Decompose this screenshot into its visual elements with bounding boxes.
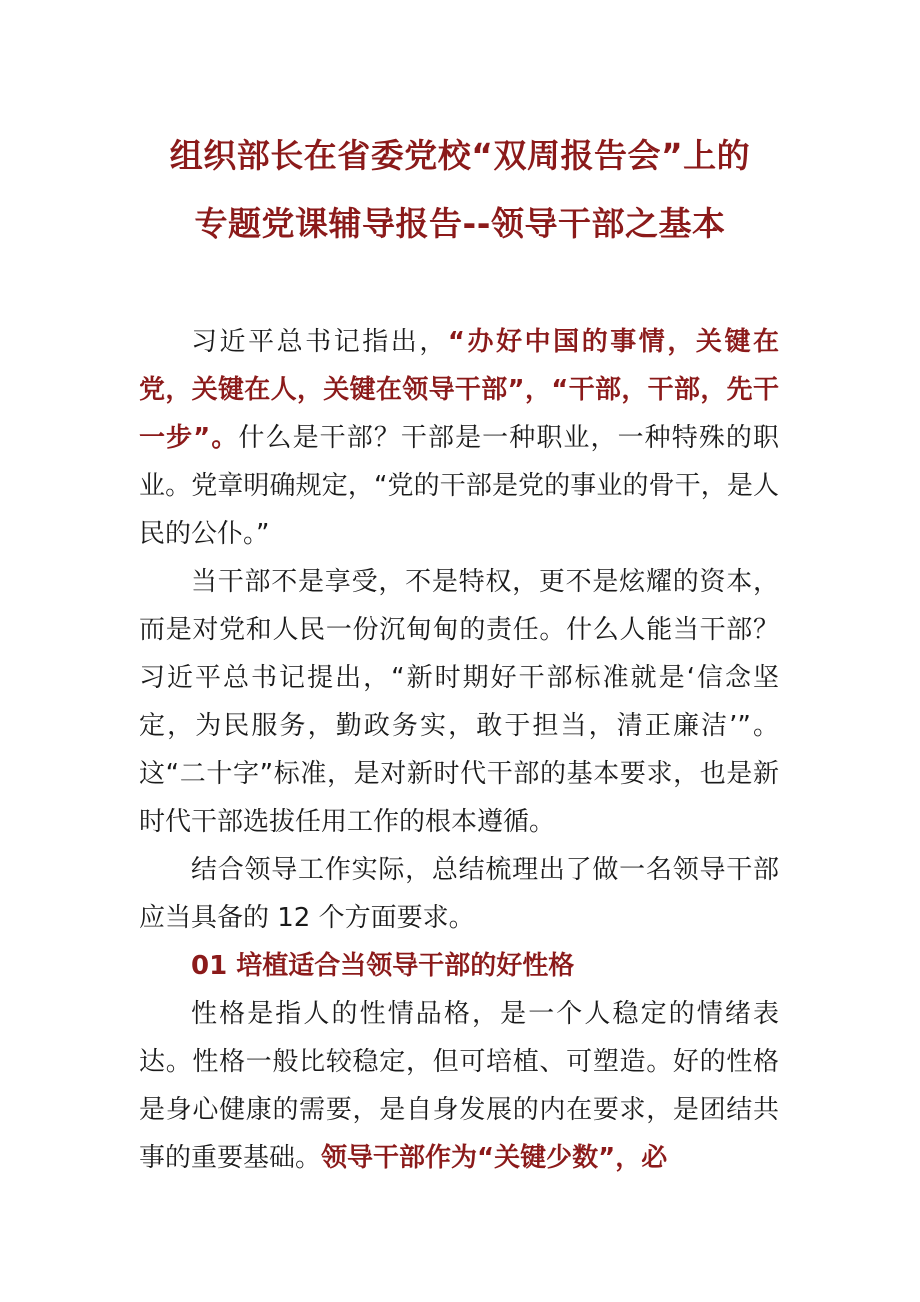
paragraph-1-quote: “办好中国的事情，关键在党，关键在人，关键在领导干部”，“干部，干部，先干一步”。 — [139, 327, 779, 453]
paragraph-2: 当干部不是享受，不是特权，更不是炫耀的资本，而是对党和人民一份沉甸甸的责任。什么人能当干部？习近平总书记提出，“新时期好干部标准就是‘信念坚定，为民服务，勤政务实，敢于担当，清正廉洁’”。这“二十字”标准，是对新时代干部的基本要求，也是新时代干部选拔任用工作的根本遵循。 — [139, 567, 779, 837]
paragraph-4-emphasis: 领导干部作为“关键少数”，必 — [321, 1143, 668, 1173]
paragraph-1 — [139, 318, 779, 558]
document-title-line-2: 专题党课辅导报告--领导干部之基本 — [194, 204, 726, 243]
paragraph-4 — [139, 990, 779, 1182]
document-body — [139, 318, 779, 1182]
paragraph-1-intro: 习近平总书记指出， — [191, 327, 448, 357]
paragraph-1-rest: 什么是干部？干部是一种职业，一种特殊的职业。党章明确规定，“党的干部是党的事业的骨干，是人民的公仆。” — [139, 423, 779, 549]
document-title-line-1: 组织部长在省委党校“双周报告会”上的 — [169, 136, 751, 175]
paragraph-4-text: 性格是指人的性情品格，是一个人稳定的情绪表达。性格一般比较稳定，但可培植、可塑造。好的性格是身心健康的需要，是自身发展的内在要求，是团结共事的重要基础。 — [139, 999, 779, 1173]
section-heading-01: 01 培植适合当领导干部的好性格 — [191, 951, 575, 981]
paragraph-3: 结合领导工作实际，总结梳理出了做一名领导干部应当具备的 12 个方面要求。 — [139, 855, 779, 933]
